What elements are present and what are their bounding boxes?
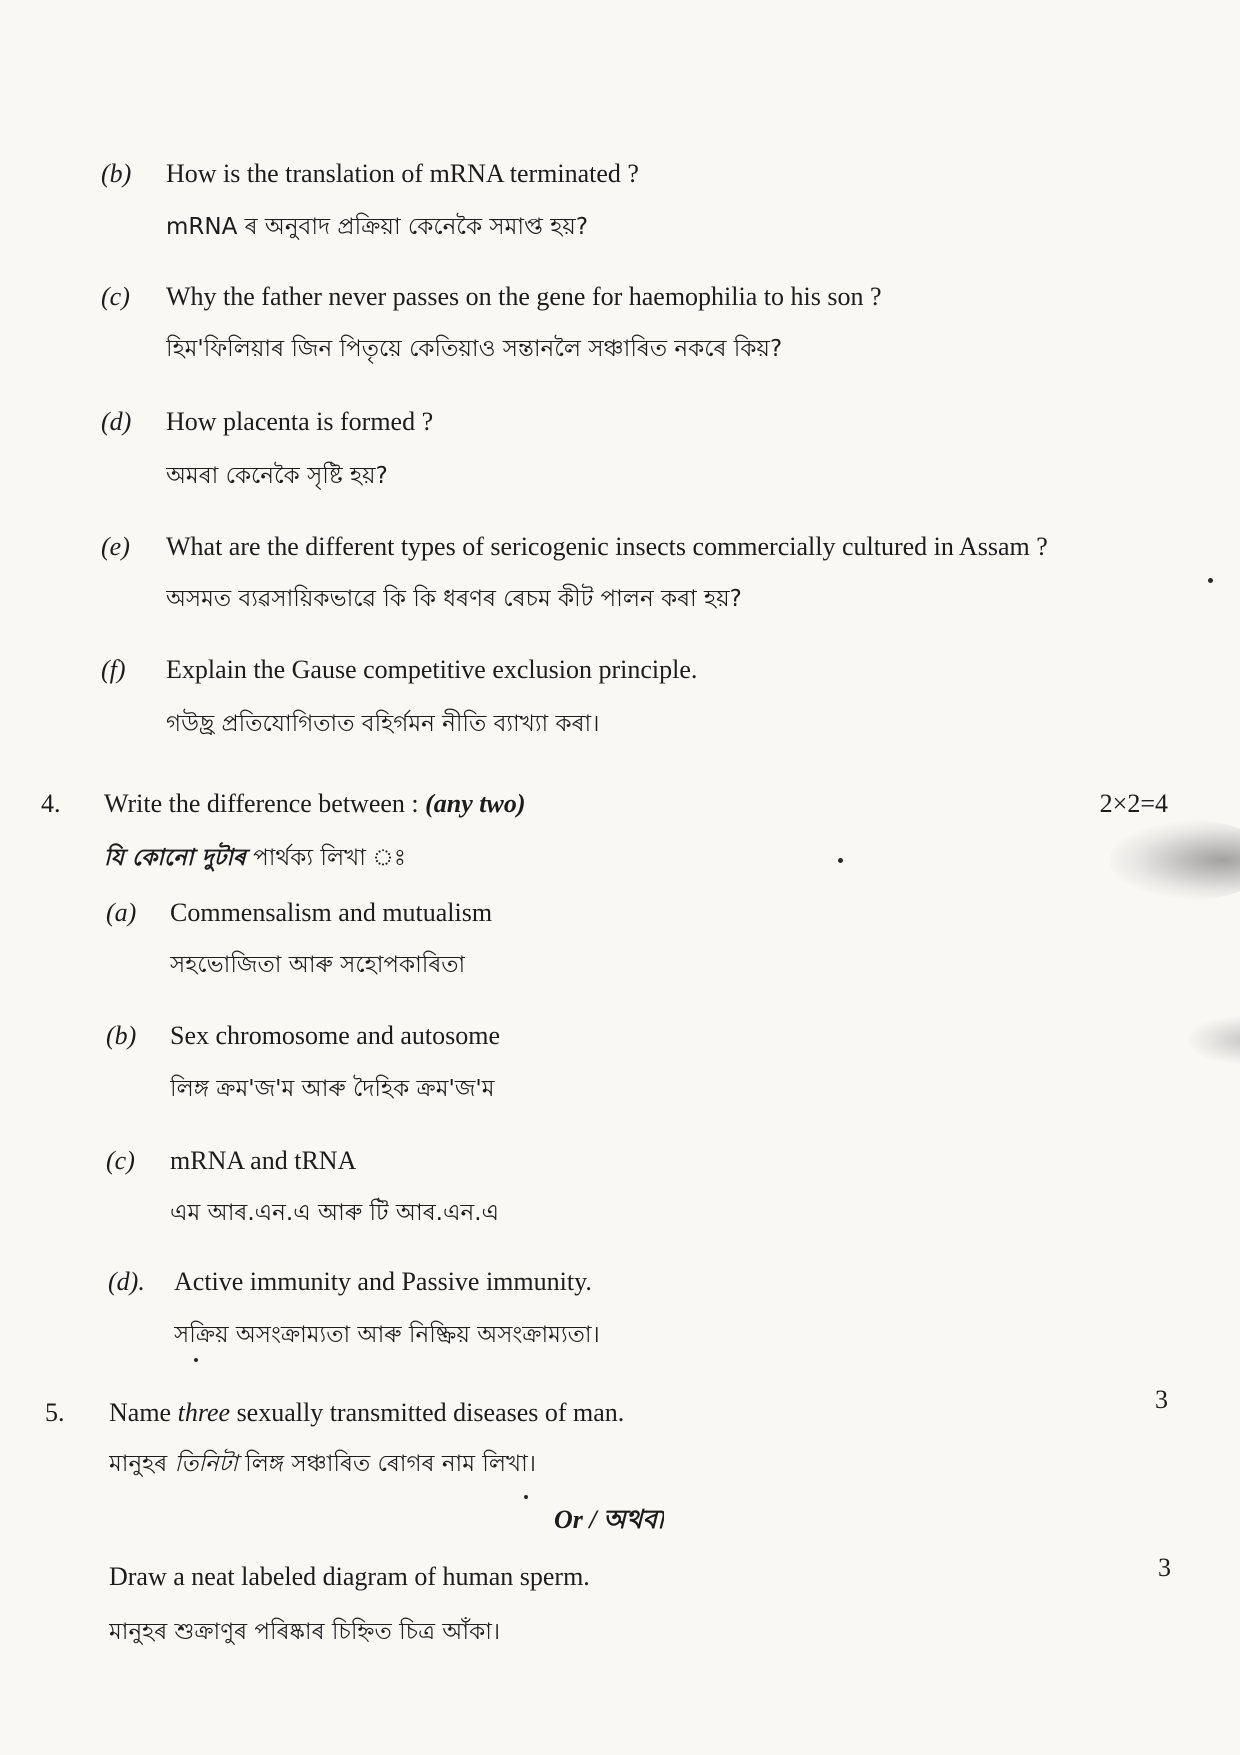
question-text: লিঙ্গ সঞ্চাৰিত ৰোগৰ নাম লিখা। [237,1451,537,1477]
question-text: পাৰ্থক্য লিখা ঃ [245,845,407,871]
part-assamese-text: গউছ্ৰ প্ৰতিযোগিতাত বহিৰ্গমন নীতি ব্যাখ্যা কৰা। [166,711,600,737]
part-label: (d) [101,407,132,436]
question-emphasis: তিনিটা [174,1451,238,1477]
question-english-text [104,788,526,820]
question-marks: 2×2=4 [1099,789,1168,818]
alternative-english-text: Draw a neat labeled diagram of human sperm. [109,1562,590,1591]
part-assamese-text: mRNA ৰ অনুবাদ প্ৰক্ৰিয়া কেনেকৈ সমাপ্ত হয়? [166,214,589,240]
part-english-text: Active immunity and Passive immunity. [174,1267,592,1296]
question-emphasis: three [177,1398,231,1427]
question-text: মানুহৰ [109,1451,175,1477]
scan-speck [194,1358,198,1362]
question-emphasis: (any two) [425,789,526,818]
part-english-text: mRNA and tRNA [170,1146,357,1175]
question-text: Write the difference between : [104,789,426,818]
part-assamese-text: সহভোজিতা আৰু সহোপকাৰিতা [170,952,466,978]
question-assamese-text [109,1448,536,1480]
or-separator: Or / অথবা [554,1505,665,1534]
scan-speck [1208,578,1213,583]
scan-smudge [1185,1015,1240,1065]
part-label: (d). [108,1267,145,1296]
scan-speck [838,858,843,863]
part-assamese-text: সক্ৰিয় অসংক্ৰাম্যতা আৰু নিষ্ক্ৰিয় অসংক্ৰাম্যতা। [174,1322,600,1348]
part-assamese-text: অসমত ব্যৱসায়িকভাৱে কি কি ধৰণৰ ৰেচম কীট পালন কৰা হয়? [166,586,742,612]
part-label: (a) [106,898,137,927]
part-label: (c) [101,282,130,311]
part-assamese-text: অমৰা কেনেকৈ সৃষ্টি হয়? [166,463,388,489]
part-label: (f) [101,655,126,684]
question-number: 5. [45,1398,65,1427]
question-english-text [109,1397,624,1429]
scan-speck [524,1495,528,1499]
scan-smudge [1110,820,1240,900]
part-label: (e) [101,532,130,561]
question-text: Name [109,1398,178,1427]
part-label: (c) [106,1146,135,1175]
question-emphasis: যি কোনো দুটাৰ [104,845,246,871]
part-english-text: What are the different types of sericogenic insects commercially cultured in Assam ? [166,532,1048,561]
part-english-text: Sex chromosome and autosome [170,1021,500,1050]
part-english-text: How placenta is formed ? [166,407,434,436]
part-assamese-text: লিঙ্গ ক্ৰম'জ'ম আৰু দৈহিক ক্ৰম'জ'ম [170,1076,495,1102]
alternative-assamese-text: মানুহৰ শুক্ৰাণুৰ পৰিষ্কাৰ চিহ্নিত চিত্ৰ আঁকা। [109,1619,501,1645]
part-assamese-text: হিম'ফিলিয়াৰ জিন পিতৃয়ে কেতিয়াও সন্তানলৈ সঞ্চাৰিত নকৰে কিয়? [166,336,783,362]
part-assamese-text: এম আৰ.এন.এ আৰু টি আৰ.এন.এ [170,1200,500,1226]
question-marks: 3 [1155,1385,1168,1414]
part-english-text: Why the father never passes on the gene for haemophilia to his son ? [166,282,882,311]
question-assamese-text [104,842,406,874]
part-english-text: Commensalism and mutualism [170,898,493,927]
part-label: (b) [101,159,132,188]
question-text: sexually transmitted diseases of man. [230,1398,625,1427]
question-number: 4. [41,789,61,818]
alternative-marks: 3 [1158,1553,1171,1582]
part-english-text: Explain the Gause competitive exclusion principle. [166,655,698,684]
part-english-text: How is the translation of mRNA terminated ? [166,159,639,188]
part-label: (b) [106,1021,137,1050]
